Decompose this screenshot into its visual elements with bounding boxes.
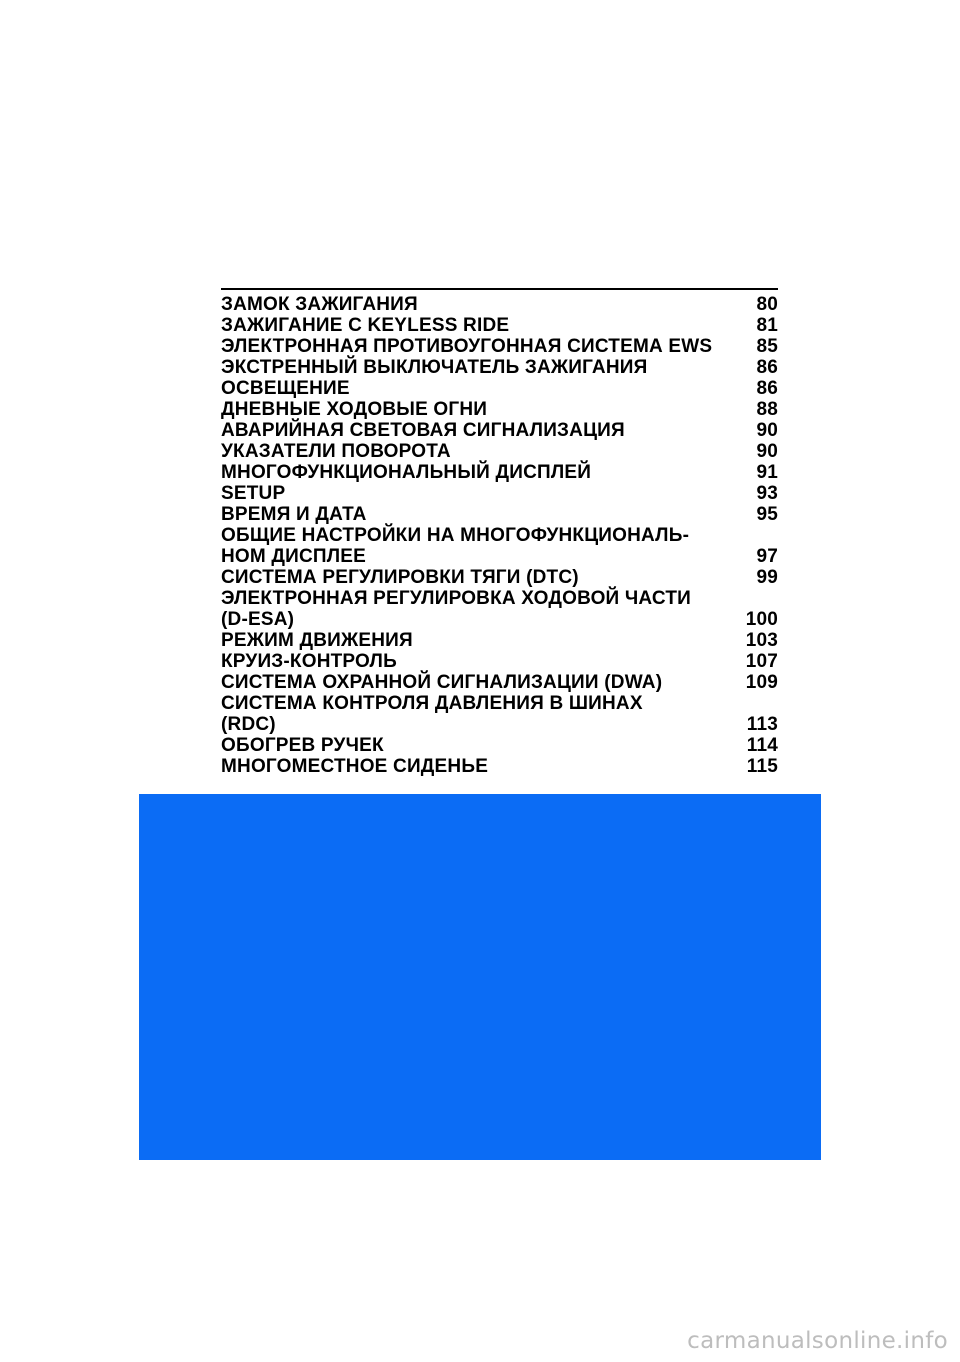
toc-entry-title: ОБОГРЕВ РУЧЕК [221,735,384,756]
toc-entry-heated-grips[interactable] [221,735,778,756]
toc-entry-title: МНОГОМЕСТНОЕ СИДЕНЬЕ [221,756,489,777]
toc-entry-kill-switch[interactable] [221,357,778,378]
toc-entry-page: 99 [756,567,778,588]
toc-entry-title-line2: (D-ESA) [221,609,295,630]
toc-entry-page: 103 [745,630,778,651]
toc-entry-ews[interactable] [221,336,778,357]
toc-entry-title-line1: ЭЛЕКТРОННАЯ РЕГУЛИРОВКА ХОДОВОЙ ЧАСТИ [221,588,691,609]
toc-entry-title: ОСВЕЩЕНИЕ [221,378,350,399]
toc-entry-cruise-control[interactable] [221,651,778,672]
toc-entry-lighting[interactable] [221,378,778,399]
toc-entry-dwa[interactable] [221,672,778,693]
toc-entry-page: 91 [756,462,778,483]
toc-entry-title: МНОГОФУНКЦИОНАЛЬНЫЙ ДИСПЛЕЙ [221,462,592,483]
toc-entry-page: 115 [746,756,778,777]
toc-entry-page: 80 [756,294,778,315]
toc-entry-title: ДНЕВНЫЕ ХОДОВЫЕ ОГНИ [221,399,488,420]
toc-entry-ignition-lock[interactable] [221,294,778,315]
toc-entry-title: УКАЗАТЕЛИ ПОВОРОТА [221,441,451,462]
toc-entry-turn-indicators[interactable] [221,441,778,462]
toc-entry-page: 85 [756,336,778,357]
toc-entry-multi-seat[interactable] [221,756,778,777]
toc-entry-title [221,525,738,567]
toc-entry-setup[interactable] [221,483,778,504]
toc-entry-title-line2: (RDC) [221,714,276,735]
toc-entry-title-line2: НОМ ДИСПЛЕЕ [221,546,367,567]
toc-entry-title: ЗАМОК ЗАЖИГАНИЯ [221,294,418,315]
toc-entry-page: 90 [756,420,778,441]
toc-entry-keyless-ride[interactable] [221,315,778,336]
toc-entry-page: 114 [746,735,778,756]
toc-entry-page: 95 [756,504,778,525]
toc-entry-title: СИСТЕМА ОХРАННОЙ СИГНАЛИЗАЦИИ (DWA) [221,672,663,693]
toc-entry-page: 100 [745,609,778,630]
toc-entry-page: 109 [745,672,778,693]
toc-entry-title: СИСТЕМА РЕГУЛИРОВКИ ТЯГИ (DTC) [221,567,579,588]
toc-entry-page: 97 [756,546,778,567]
toc-entry-title [221,588,738,630]
blue-image-block [139,794,821,1160]
toc-entry-page: 81 [756,315,778,336]
toc-entry-title: ЭКСТРЕННЫЙ ВЫКЛЮЧАТЕЛЬ ЗАЖИГАНИЯ [221,357,648,378]
toc-entry-rdc[interactable] [221,693,778,735]
toc-entry-multifunction-display[interactable] [221,462,778,483]
toc-entry-general-settings[interactable] [221,525,778,567]
toc-entry-page: 107 [745,651,778,672]
toc-entry-page: 93 [756,483,778,504]
toc-entry-page: 90 [756,441,778,462]
toc-entry-title-line1: ОБЩИЕ НАСТРОЙКИ НА МНОГОФУНКЦИОНАЛЬ- [221,525,690,546]
toc-entry-title: SETUP [221,483,286,504]
toc-entry-title: РЕЖИМ ДВИЖЕНИЯ [221,630,413,651]
toc-entry-riding-mode[interactable] [221,630,778,651]
toc-entry-hazard-lights[interactable] [221,420,778,441]
toc-entry-title: АВАРИЙНАЯ СВЕТОВАЯ СИГНАЛИЗАЦИЯ [221,420,625,441]
toc-entry-title [221,693,738,735]
toc-entry-title: КРУИЗ-КОНТРОЛЬ [221,651,397,672]
toc-entry-time-date[interactable] [221,504,778,525]
toc-entry-page: 88 [756,399,778,420]
toc-entry-page: 113 [746,714,778,735]
toc-entry-d-esa[interactable] [221,588,778,630]
toc-entry-dtc[interactable] [221,567,778,588]
toc-entry-title-line1: СИСТЕМА КОНТРОЛЯ ДАВЛЕНИЯ В ШИНАХ [221,693,643,714]
toc-entry-title: ЭЛЕКТРОННАЯ ПРОТИВОУГОННАЯ СИСТЕМА EWS [221,336,713,357]
toc-entry-page: 86 [756,357,778,378]
toc-entry-title: ВРЕМЯ И ДАТА [221,504,367,525]
table-of-contents [221,288,778,777]
toc-entry-title: ЗАЖИГАНИЕ С KEYLESS RIDE [221,315,510,336]
toc-entry-daytime-lights[interactable] [221,399,778,420]
toc-entry-page: 86 [756,378,778,399]
watermark: carmanualsonline.info [687,1328,948,1354]
